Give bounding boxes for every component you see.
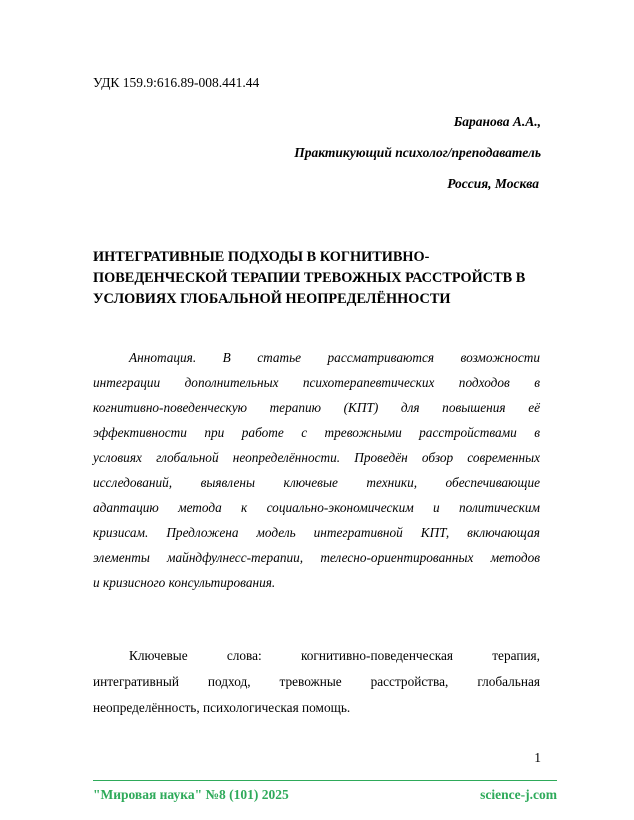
footer-site-link[interactable]: science-j.com (480, 787, 557, 802)
abstract-line: интеграции дополнительных психотерапевтических подходов в (93, 375, 540, 390)
author-position: Практикующий психолог/преподаватель (294, 145, 541, 160)
title-line: ПОВЕДЕНЧЕСКОЙ ТЕРАПИИ ТРЕВОЖНЫХ РАССТРОЙСТВ В (93, 270, 526, 286)
abstract-line: эффективности при работе с тревожными расстройствами в (93, 425, 540, 440)
author-location: Россия, Москва (447, 176, 539, 191)
page-number: 1 (534, 750, 541, 765)
udc-code: УДК 159.9:616.89-008.441.44 (93, 75, 260, 90)
title-line: ИНТЕГРАТИВНЫЕ ПОДХОДЫ В КОГНИТИВНО- (93, 249, 430, 265)
abstract (93, 345, 540, 595)
abstract-line: кризисам. Предложена модель интегративной КПТ, включающая (93, 525, 540, 540)
abstract-line: и кризисного консультирования. (93, 575, 276, 590)
abstract-line: когнитивно-поведенческую терапию (КПТ) для повышения её (93, 400, 540, 415)
author-name: Баранова А.А., (453, 114, 541, 129)
keywords-line: Ключевые слова: когнитивно-поведенческая терапия, (129, 648, 540, 663)
author-block (294, 106, 541, 199)
abstract-line: Аннотация. В статье рассматриваются возможности (129, 350, 540, 365)
abstract-line: адаптацию метода к социально-экономическим и политическим (93, 500, 540, 515)
title-line: УСЛОВИЯХ ГЛОБАЛЬНОЙ НЕОПРЕДЕЛЁННОСТИ (93, 291, 451, 307)
footer-divider (93, 780, 557, 781)
abstract-line: исследований, выявлены ключевые техники, обеспечивающие (93, 475, 540, 490)
footer-journal: "Мировая наука" №8 (101) 2025 (93, 787, 289, 802)
abstract-line: условиях глобальной неопределённости. Проведён обзор современных (93, 450, 540, 465)
abstract-line: элементы майндфулнесс-терапии, телесно-ориентированных методов (93, 550, 540, 565)
keywords-line: неопределённость, психологическая помощь. (93, 700, 351, 715)
keywords (93, 643, 540, 721)
keywords-line: интегративный подход, тревожные расстройства, глобальная (93, 674, 540, 689)
article-title (93, 247, 553, 310)
